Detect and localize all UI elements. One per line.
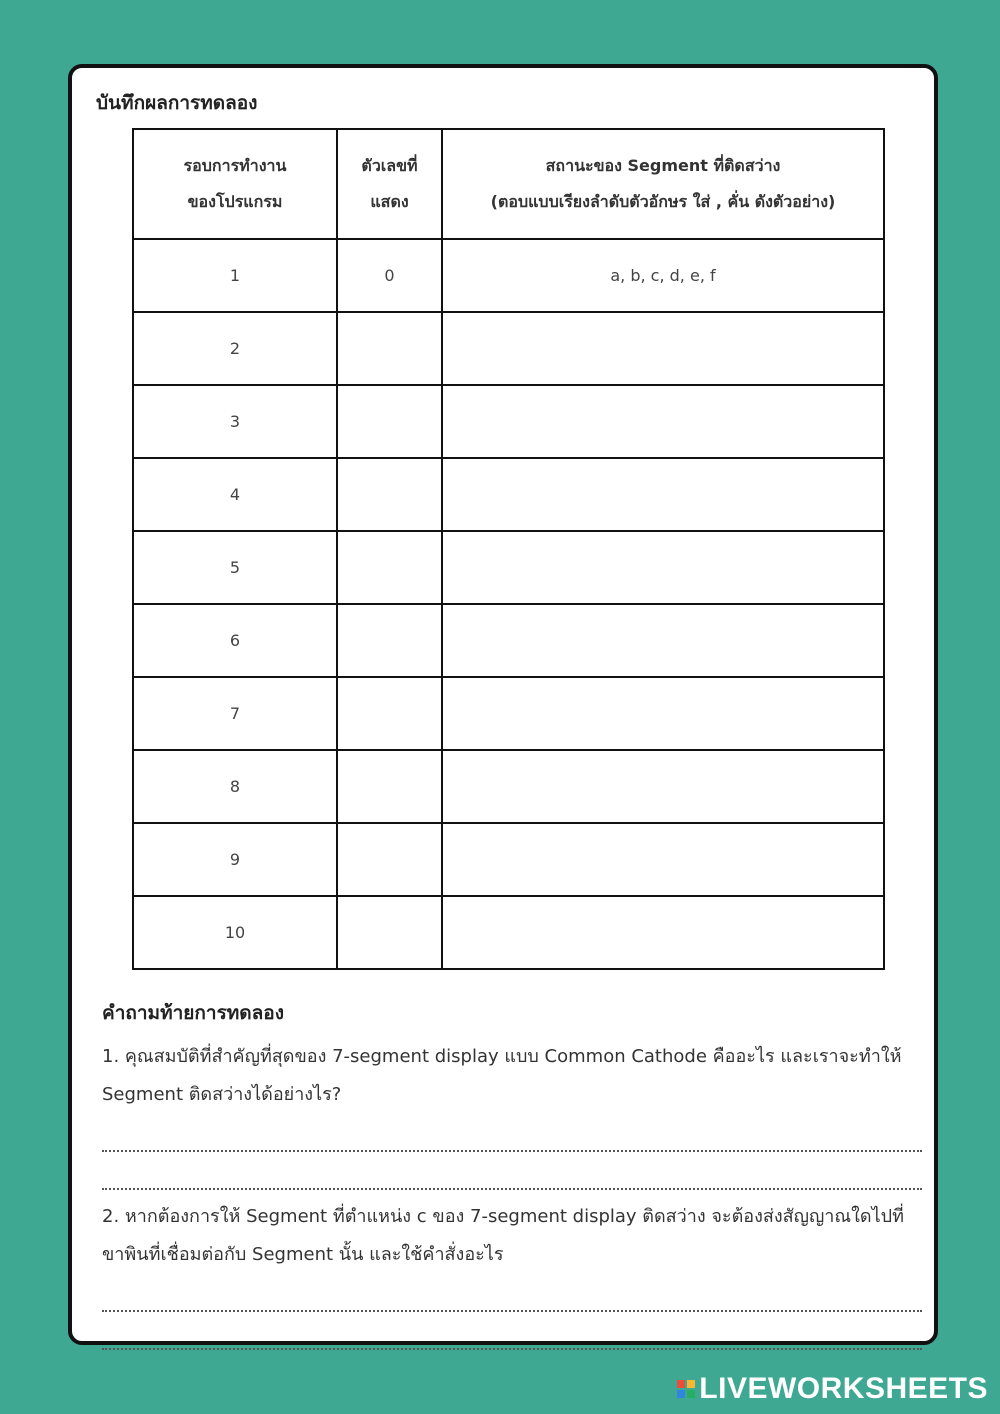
digit-cell[interactable] bbox=[337, 823, 442, 896]
round-cell: 2 bbox=[133, 312, 337, 385]
answer-line-2a[interactable] bbox=[102, 1274, 922, 1312]
digit-cell[interactable] bbox=[337, 896, 442, 969]
segments-cell[interactable] bbox=[442, 896, 884, 969]
section-title: บันทึกผลการทดลอง bbox=[96, 92, 258, 114]
round-cell: 9 bbox=[133, 823, 337, 896]
round-cell: 4 bbox=[133, 458, 337, 531]
results-table bbox=[132, 128, 885, 970]
digit-cell[interactable] bbox=[337, 385, 442, 458]
digit-cell[interactable] bbox=[337, 458, 442, 531]
segments-cell[interactable] bbox=[442, 604, 884, 677]
segments-cell[interactable] bbox=[442, 312, 884, 385]
segments-cell[interactable] bbox=[442, 823, 884, 896]
questions-title: คำถามท้ายการทดลอง bbox=[102, 1002, 284, 1024]
liveworksheets-logo[interactable] bbox=[677, 1372, 988, 1406]
digit-cell[interactable] bbox=[337, 750, 442, 823]
answer-line-2b[interactable] bbox=[102, 1312, 922, 1350]
round-cell: 1 bbox=[133, 239, 337, 312]
round-cell: 7 bbox=[133, 677, 337, 750]
table-row bbox=[133, 896, 884, 969]
table-row bbox=[133, 823, 884, 896]
header-digit: ตัวเลขที่ แสดง bbox=[337, 129, 442, 239]
round-cell: 5 bbox=[133, 531, 337, 604]
round-cell: 10 bbox=[133, 896, 337, 969]
table-row bbox=[133, 531, 884, 604]
digit-cell[interactable] bbox=[337, 531, 442, 604]
worksheet-card bbox=[68, 64, 938, 1345]
liveworksheets-logo-icon bbox=[677, 1380, 695, 1398]
questions-section bbox=[102, 998, 922, 1350]
answer-line-1b[interactable] bbox=[102, 1152, 922, 1190]
segments-cell[interactable]: a, b, c, d, e, f bbox=[442, 239, 884, 312]
header-round: รอบการทำงาน ของโปรแกรม bbox=[133, 129, 337, 239]
table-row bbox=[133, 677, 884, 750]
segments-cell[interactable] bbox=[442, 385, 884, 458]
question-1-text: 1. คุณสมบัติที่สำคัญที่สุดของ 7-segment display แบบ Common Cathode คืออะไร และเราจะทำให้ Segment ติดสว่างได้อย่างไร? bbox=[102, 1046, 902, 1105]
segments-cell[interactable] bbox=[442, 531, 884, 604]
round-cell: 3 bbox=[133, 385, 337, 458]
segments-cell[interactable] bbox=[442, 750, 884, 823]
digit-cell[interactable] bbox=[337, 677, 442, 750]
round-cell: 6 bbox=[133, 604, 337, 677]
round-cell: 8 bbox=[133, 750, 337, 823]
question-2-text: 2. หากต้องการให้ Segment ที่ตำแหน่ง c ของ 7-segment display ติดสว่าง จะต้องส่งสัญญาณใดไปที่ขาพินที่เชื่อมต่อกับ Segment นั้น และใช้คำสั่งอะไร bbox=[102, 1206, 904, 1265]
logo-text: LIVEWORKSHEETS bbox=[699, 1372, 988, 1405]
table-row bbox=[133, 385, 884, 458]
table-row bbox=[133, 239, 884, 312]
table-row bbox=[133, 458, 884, 531]
answer-line-1a[interactable] bbox=[102, 1114, 922, 1152]
table-row bbox=[133, 312, 884, 385]
segments-cell[interactable] bbox=[442, 677, 884, 750]
digit-cell[interactable] bbox=[337, 604, 442, 677]
digit-cell[interactable]: 0 bbox=[337, 239, 442, 312]
digit-cell[interactable] bbox=[337, 312, 442, 385]
segments-cell[interactable] bbox=[442, 458, 884, 531]
table-row bbox=[133, 604, 884, 677]
table-header-row bbox=[133, 129, 884, 239]
table-row bbox=[133, 750, 884, 823]
header-segments: สถานะของ Segment ที่ติดสว่าง (ตอบแบบเรียงลำดับตัวอักษร ใส่ , คั่น ดังตัวอย่าง) bbox=[442, 129, 884, 239]
